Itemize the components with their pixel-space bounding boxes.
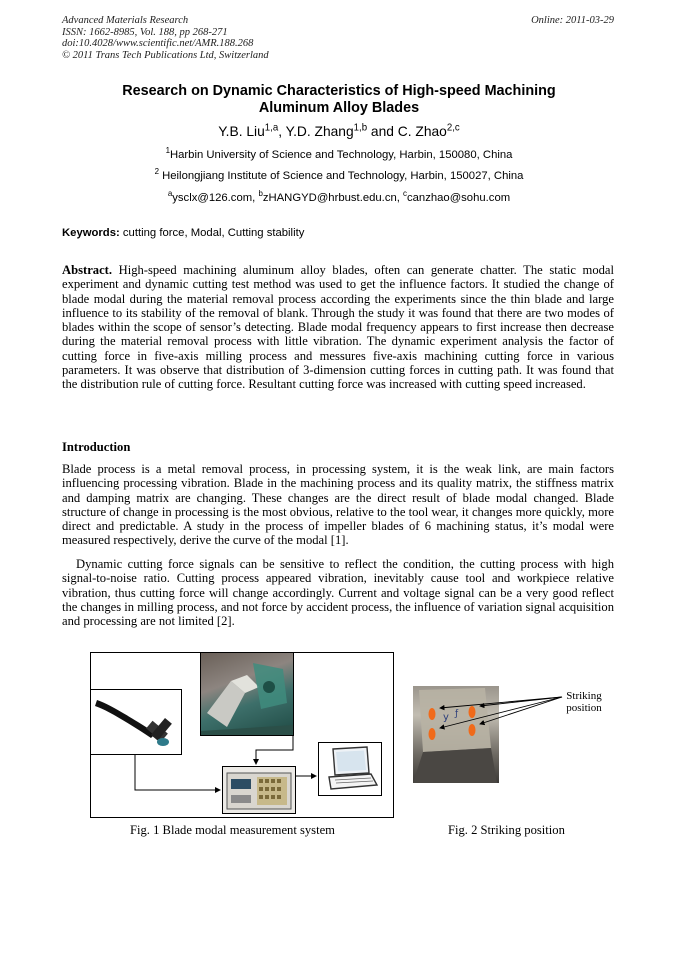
journal-header (62, 15, 269, 61)
email-address: canzhao@sohu.com (406, 192, 511, 204)
introduction-paragraph-2: Dynamic cutting force signals can be sensitive to reflect the condition, the cutting process with high signal-to-noise ratio. Cutting process appeared vibration, inevitably cause tool and workpiece relative vibration, thus cutting force will change accordingly. Current and voltage signal can be a very good reflect the changes in milling process, and not force by accident process, the influence of variation signal acquisition and processing are not limited [2]. (62, 557, 614, 629)
online-date: Online: 2011-03-29 (531, 15, 614, 26)
issn-line: ISSN: 1662-8985, Vol. 188, pp 268-271 (62, 26, 228, 38)
striking-position-label (558, 690, 610, 714)
introduction-heading: Introduction (62, 440, 131, 454)
figure-1-connectors (90, 652, 394, 818)
affiliation-2 (62, 167, 616, 182)
author-affiliation-mark: 1,b (353, 122, 368, 134)
email-mark: c (403, 189, 407, 199)
author-affiliation-mark: 1,a (264, 122, 279, 134)
doi-line: doi:10.4028/www.scientific.net/AMR.188.268 (62, 38, 254, 50)
author-name: C. Zhao (397, 124, 447, 139)
email-line (62, 189, 616, 204)
title-line-2: Aluminum Alloy Blades (258, 100, 420, 116)
affiliation-mark: 2 (154, 167, 159, 177)
author-name: Y.D. Zhang (285, 124, 354, 139)
author-affiliation-mark: 2,c (446, 122, 460, 134)
abstract-label: Abstract. (62, 263, 113, 277)
striking-label-line-2: position (566, 702, 602, 714)
title-line-1: Research on Dynamic Characteristics of High-speed Machining (122, 83, 556, 99)
figure-2-caption: Fig. 2 Striking position (448, 823, 565, 837)
author-separator: , (278, 124, 286, 139)
affiliation-text: Harbin University of Science and Technology, Harbin, 150080, China (169, 149, 513, 161)
affiliation-1 (62, 146, 616, 161)
abstract (62, 263, 614, 392)
figure-1-caption: Fig. 1 Blade modal measurement system (130, 823, 335, 837)
email-address: ysclx@126.com, (172, 192, 259, 204)
email-mark: a (167, 189, 173, 199)
striking-pointer-lines (430, 688, 570, 738)
email-mark: b (258, 189, 263, 199)
keywords-text: cutting force, Modal, Cutting stability (119, 227, 305, 239)
affiliation-text: Heilongjiang Institute of Science and Technology, Harbin, 150027, China (158, 170, 524, 182)
introduction-paragraph-1: Blade process is a metal removal process, in processing system, it is the weak link, are main factors influencing processing vibration. Blade in the machining process and its quality matrix, the stiffness matrix and damping matrix are changing. These changes are the direct result of blade modal changed. Blade structure of change in processing is the most obvious, relative to the tool wear, it changes more quickly, more direct and predictable. A study in the process of impeller blades of 6 machining status, it’s modal were measured respectively, derive the curve of the modal [1]. (62, 462, 614, 548)
keywords-label: Keywords: (62, 227, 120, 239)
abstract-text: High-speed machining aluminum alloy blades, often can generate chatter. The static modal experiment and dynamic cutting test method was used to get the influence factors. It studied the change of blade modal during the material removal process according the experiments since the thin blade and large influence to its stability of the removal of blank. Through the study it was found that there are two modes of blades within the scope of sensor’s detecting. Blade modal frequency appears to first increase then decrease during the material removal process with little vibration. The dynamic experiment analysis the factor of cutting force in five-axis milling process and messures five-axis machining cutting force in various parameters. It was observe that distribution of 3-dimension cutting forces in cutting path. It was found that the distribution rule of cutting force. Resultant cutting force was increased with cutting speed increased. (62, 263, 614, 392)
striking-label-line-1: Striking (566, 690, 602, 702)
paper-title (62, 83, 616, 117)
affiliation-mark: 1 (165, 146, 170, 156)
author-separator: and (367, 124, 398, 139)
svg-text:y: y (443, 712, 449, 723)
author-name: Y.B. Liu (218, 124, 265, 139)
svg-text:ƒ: ƒ (455, 709, 459, 719)
keywords (62, 227, 616, 239)
copyright-line: © 2011 Trans Tech Publications Ltd, Switzerland (62, 49, 269, 61)
journal-name: Advanced Materials Research (62, 15, 189, 26)
author-list (62, 124, 616, 139)
email-address: zHANGYD@hrbust.edu.cn, (262, 192, 404, 204)
